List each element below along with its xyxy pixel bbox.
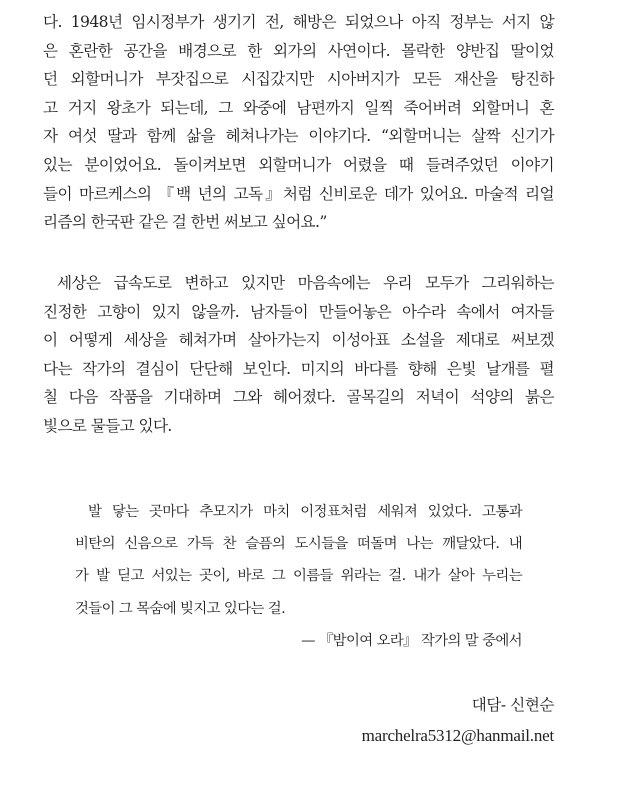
- text-line: 세상은 급속도로 변하고 있지만 마음속에는 우리 모두가 그리워하는: [57, 274, 554, 292]
- block-quote: [75, 496, 522, 657]
- quote-line: 비탄의 신음으로 가득 찬 슬픔의 도시들을 떠돌며 나는 깨달았다. 내: [75, 536, 522, 553]
- text-line: 은 혼란한 공간을 배경으로 한 외가의 사연이다. 몰락한 양반집 딸이었: [43, 41, 554, 60]
- article-paragraph-1: [43, 8, 554, 237]
- text-line: 리즘의 한국판 같은 걸 한번 써보고 싶어요.”: [43, 213, 327, 232]
- text-line: 들이 마르케스의 『백 년의 고독』처럼 신비로운 데가 있어요. 마술적 리얼: [43, 184, 554, 203]
- text-line: 던 외할머니가 부잣집으로 시집갔지만 시아버지가 모든 재산을 탕진하: [43, 70, 554, 89]
- quote-line: 것들이 그 목숨에 빚지고 있다는 걸.: [75, 600, 286, 617]
- text-line: 다는 작가의 결심이 단단해 보인다. 미지의 바다를 향해 은빛 날개를 펼: [43, 359, 554, 378]
- text-line: 칠 다음 작품을 기대하며 그와 헤어졌다. 골목길의 저녁이 석양의 붉은: [43, 388, 554, 407]
- article-paragraph-2: [43, 269, 554, 441]
- quote-source: — 『밤이여 오라』 작가의 말 중에서: [301, 632, 522, 649]
- quote-line: 발 닿는 곳마다 추모지가 마치 이정표처럼 세워져 있었다. 고통과: [88, 504, 522, 520]
- text-line: 고 거지 왕초가 되는데, 그 와중에 남편까지 일찍 죽어버려 외할머니 혼: [43, 98, 554, 117]
- signature-block: [362, 690, 554, 752]
- text-line: 진정한 고향이 있지 않을까. 남자들이 만들어놓은 아수라 속에서 여자들: [43, 302, 554, 321]
- text-line: 자 여섯 딸과 함께 삶을 헤쳐나가는 이야기다. “외할머니는 살짝 신기가: [43, 127, 554, 146]
- text-line: 있는 분이었어요. 돌이켜보면 외할머니가 어렸을 때 들려주었던 이야기: [43, 155, 554, 174]
- author-email: marchelra5312@hanmail.net: [361, 726, 554, 745]
- text-line: 빛으로 물들고 있다.: [43, 416, 172, 435]
- quote-line: 가 발 딛고 서있는 곳이, 바로 그 이름들 위라는 걸. 내가 살아 누리는: [75, 568, 522, 585]
- text-line: 이 어떻게 세상을 헤쳐가며 살아가는지 이성아표 소설을 제대로 써보겠: [43, 331, 554, 350]
- interviewer-credit: 대담- 신현순: [471, 696, 554, 714]
- text-line: 다. 1948년 임시정부가 생기기 전, 해방은 되었으나 아직 정부는 서지 않: [43, 13, 554, 31]
